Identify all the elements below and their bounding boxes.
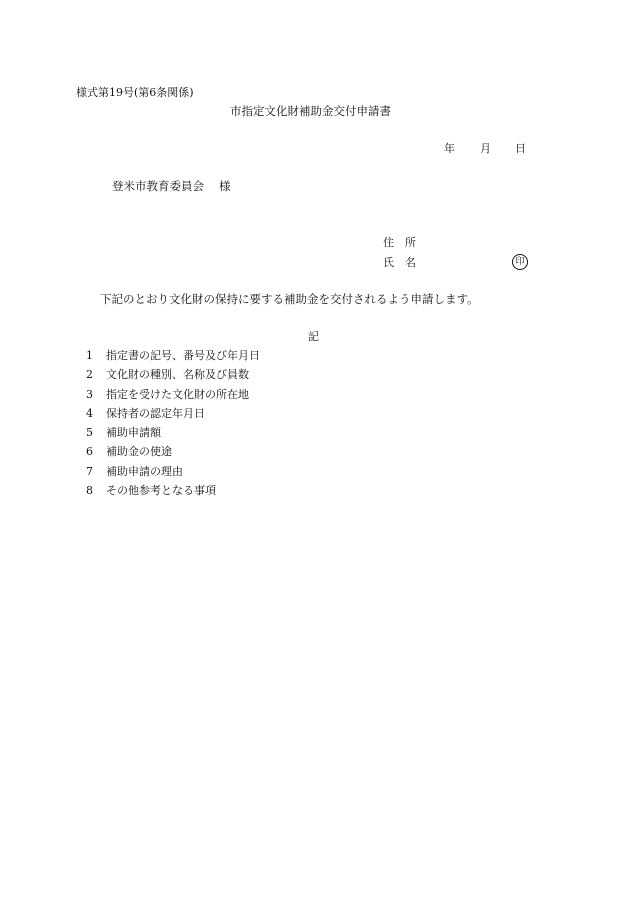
form-number: 様式第19号(第6条関係) bbox=[76, 86, 194, 99]
item-number: 2 bbox=[86, 368, 93, 382]
item-number: 1 bbox=[86, 349, 93, 362]
item-text: その他参考となる事項 bbox=[106, 484, 216, 498]
address-label: 住 所 bbox=[383, 236, 416, 249]
name-label: 氏 名 bbox=[383, 256, 416, 269]
date-month-label: 月 bbox=[480, 142, 491, 155]
item-text: 指定を受けた文化財の所在地 bbox=[106, 387, 249, 401]
list-item bbox=[86, 427, 260, 446]
item-text: 補助金の使途 bbox=[106, 445, 172, 459]
item-text: 指定書の記号、番号及び年月日 bbox=[106, 349, 260, 362]
list-item bbox=[86, 350, 260, 369]
seal-icon: 印 bbox=[512, 254, 528, 270]
item-number: 4 bbox=[86, 406, 93, 420]
list-item bbox=[86, 389, 260, 408]
item-text: 保持者の認定年月日 bbox=[106, 406, 205, 420]
item-number: 5 bbox=[86, 426, 93, 440]
date-day-label: 日 bbox=[515, 142, 526, 155]
item-number: 7 bbox=[86, 464, 93, 478]
ki-heading: 記 bbox=[308, 330, 319, 343]
item-number: 3 bbox=[86, 387, 93, 401]
item-text: 補助申請の理由 bbox=[106, 464, 183, 478]
item-text: 文化財の種別、名称及び員数 bbox=[106, 368, 249, 382]
request-statement: 下記のとおり文化財の保持に要する補助金を交付されるよう申請します。 bbox=[100, 292, 479, 306]
items-list bbox=[86, 350, 260, 504]
date-year-label: 年 bbox=[444, 142, 455, 155]
list-item bbox=[86, 466, 260, 485]
item-text: 補助申請額 bbox=[106, 426, 161, 440]
list-item bbox=[86, 408, 260, 427]
addressee-honorific: 様 bbox=[219, 179, 231, 193]
document-title: 市指定文化財補助金交付申請書 bbox=[230, 104, 391, 118]
item-number: 8 bbox=[86, 484, 93, 498]
list-item bbox=[86, 369, 260, 388]
list-item bbox=[86, 446, 260, 465]
item-number: 6 bbox=[86, 445, 93, 459]
list-item bbox=[86, 485, 260, 504]
addressee-name: 登米市教育委員会 bbox=[112, 179, 204, 193]
